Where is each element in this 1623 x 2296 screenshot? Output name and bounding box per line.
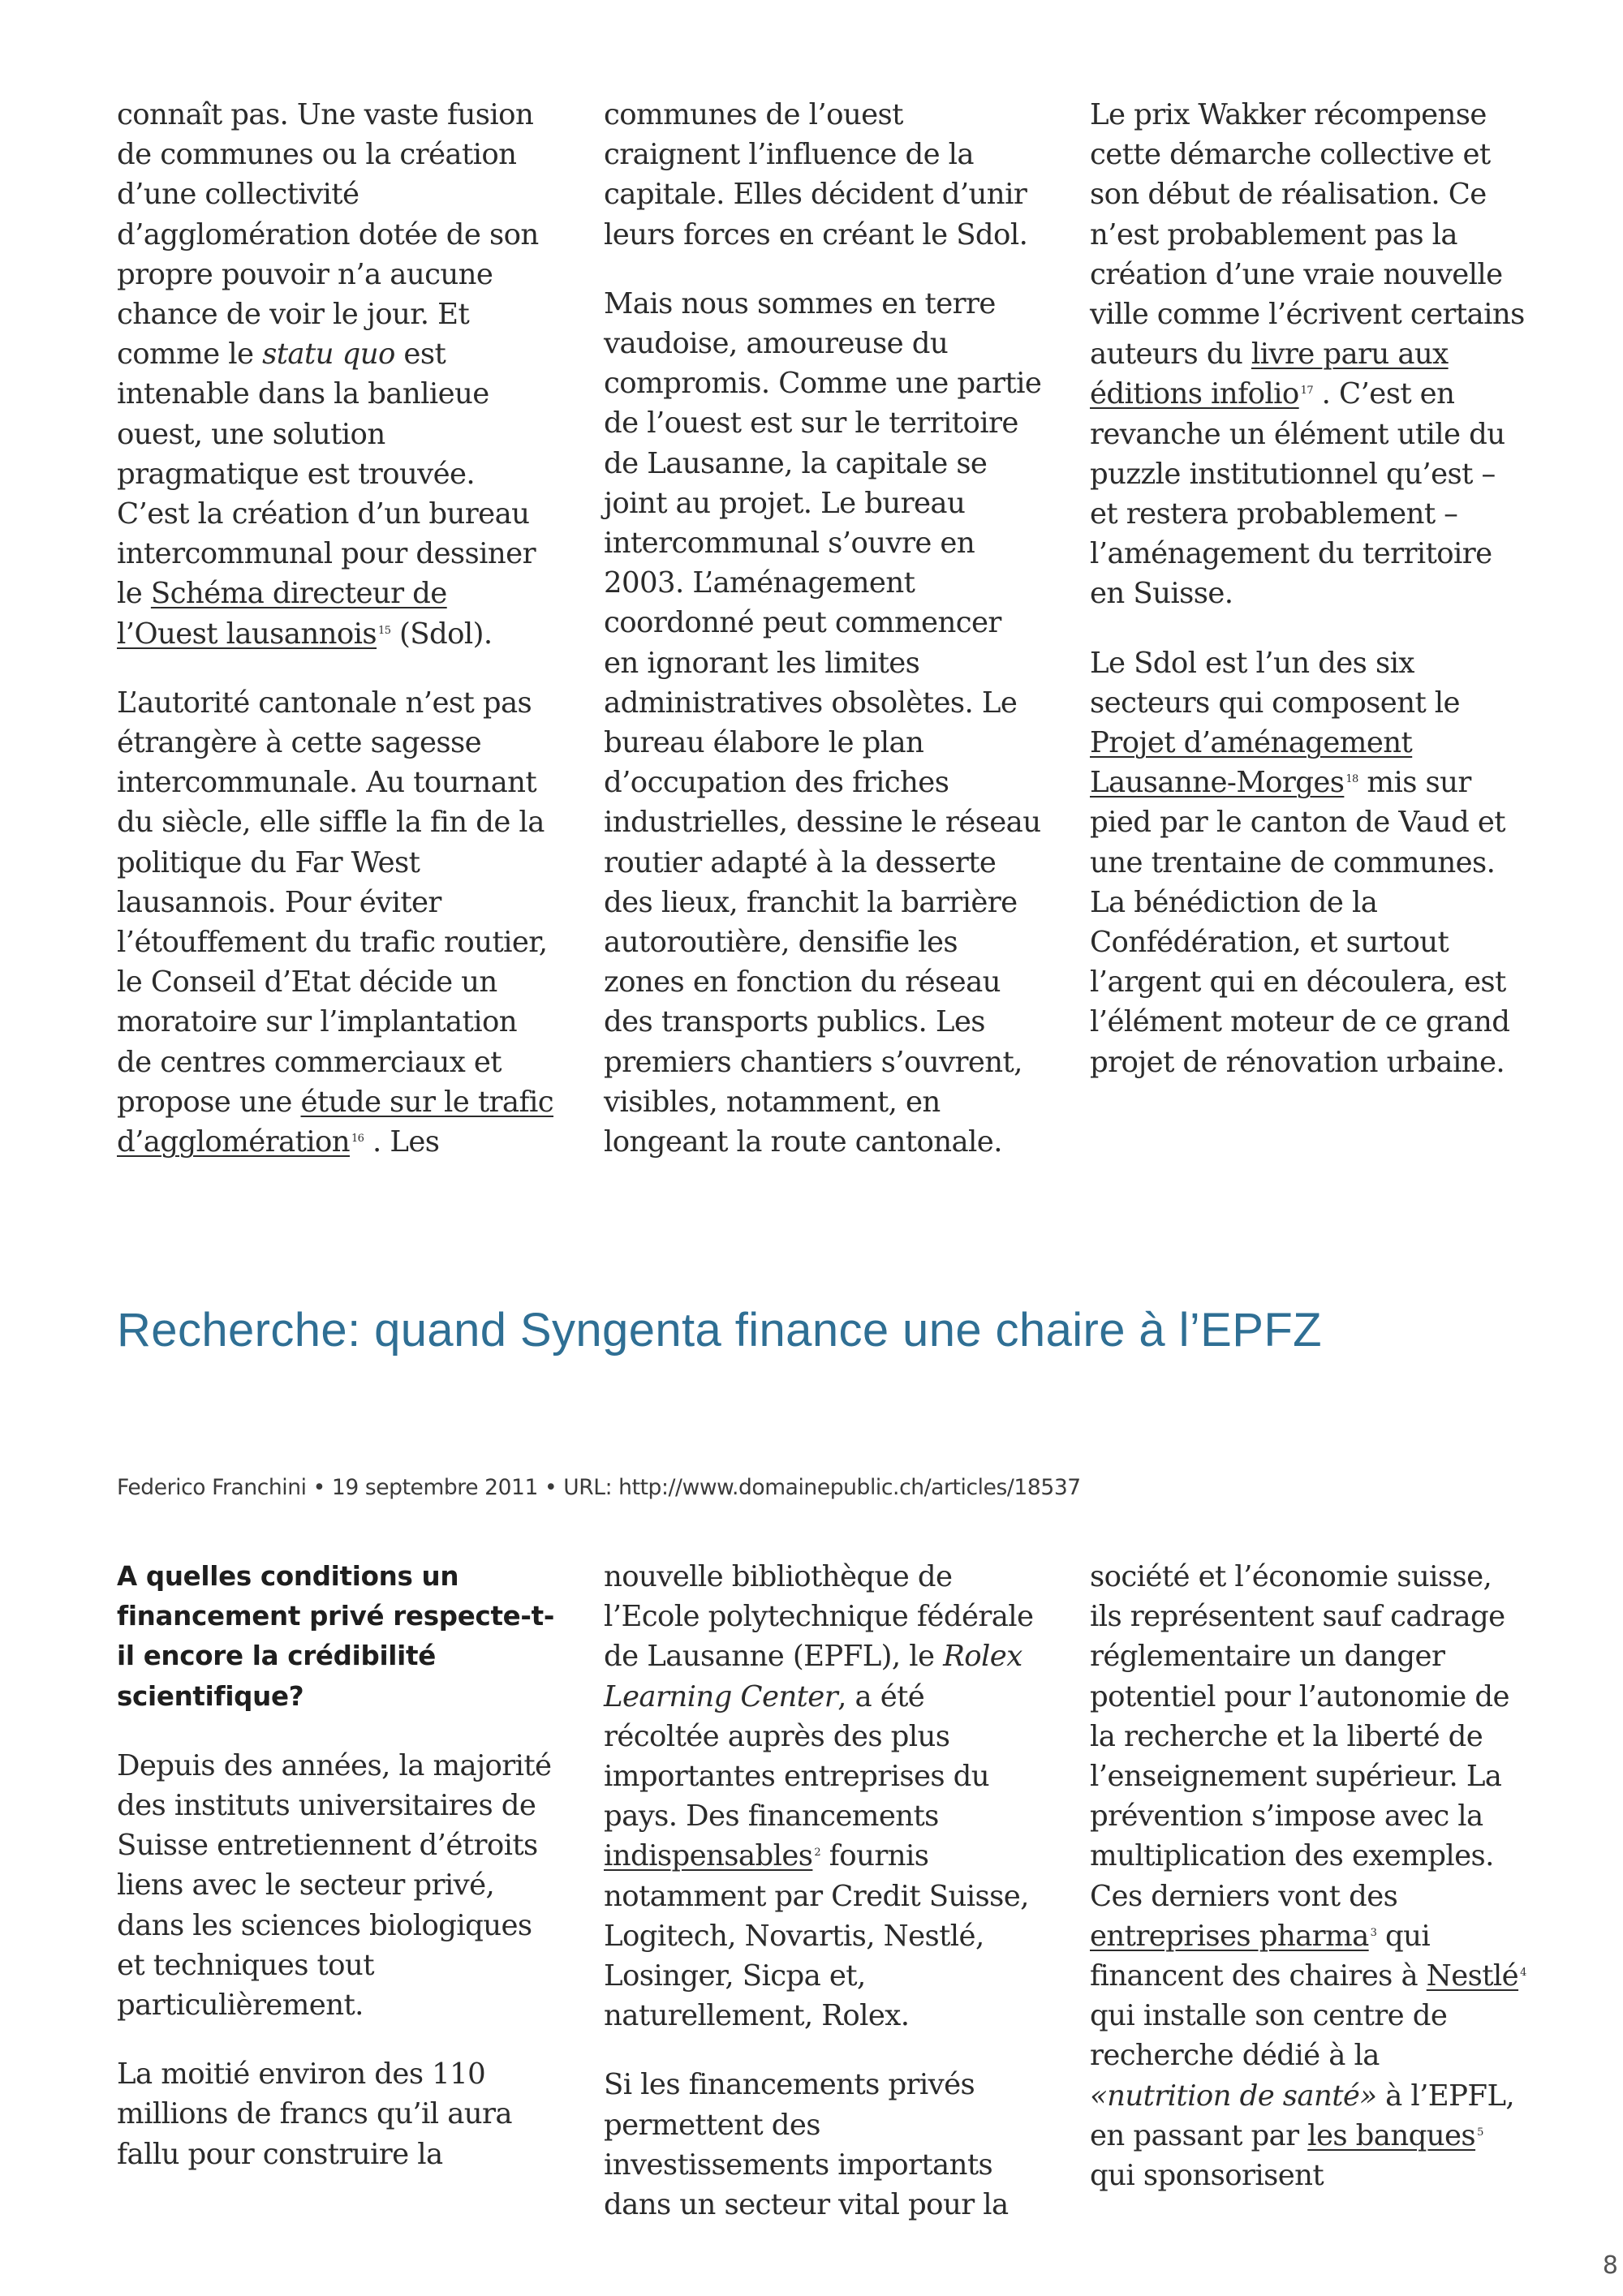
paragraph: L’autorité cantonale n’est pas étrangère à cette sagesse intercommunale. Au tournant du siècle, elle siffle la fin de la politique du Far West lausannois. Pour éviter l’étouffement du trafic routier, le Conseil d’Etat décide un moratoire sur l’implantation de centres commerciaux et propose une étude sur le trafic d’agglomération $^{16}$ . Les (117, 686, 554, 1159)
column-1 (117, 1557, 555, 2204)
link-entreprises-pharma[interactable]: entreprises pharma (1090, 1919, 1369, 1953)
paragraph: communes de l’ouest craignent l’influence de la capitale. Elles décident d’unir leurs forces en créant le Sdol. (604, 98, 1028, 252)
footnote-ref: 3 (1370, 1926, 1377, 1939)
column-3 (1090, 1557, 1528, 2225)
footnote-ref: 18 (1345, 773, 1358, 786)
paragraph: Depuis des années, la majorité des instituts universitaires de Suisse entretiennent d’étroits liens avec le secteur privé, dans les sciences biologiques et techniques tout particulièrement. (117, 1748, 552, 2023)
link-schema-directeur[interactable]: Schéma directeur de l’Ouest lausannois (117, 577, 447, 651)
link-livre-infolio[interactable]: livre paru aux éditions infolio (1090, 338, 1449, 411)
footnote-ref: 17 (1300, 385, 1313, 398)
article-title: Recherche: quand Syngenta finance une chaire à l’EPFZ (117, 1304, 1322, 1357)
footnote-ref: 15 (378, 624, 391, 637)
paragraph: connaît pas. Une vaste fusion de communes ou la création d’une collectivité d’agglomération dotée de son propre pouvoir n’a aucune chance de voir le jour. Et comme le statu quo est intenable dans la banlieue ouest, une solution pragmatique est trouvée. C’est la création d’un bureau intercommunal pour dessiner le Schéma directeur de l’Ouest lausannois $^{15}$ (Sdol). (117, 98, 539, 651)
link-projet-lausanne-morges[interactable]: Projet d’aménagement Lausanne-Morges (1090, 726, 1413, 800)
link-nestle[interactable]: Nestlé (1426, 1959, 1519, 1993)
link-etude-trafic[interactable]: étude sur le trafic d’agglomération (117, 1085, 554, 1159)
footnote-ref: 5 (1477, 2126, 1483, 2139)
paragraph: Le prix Wakker récompense cette démarche collective et son début de réalisation. Ce n’est probablement pas la création d’une vraie nouvelle ville comme l’écrivent certains auteurs du livre paru aux éditions infolio $^{17}$ . C’est en revanche un élément utile du puzzle institutionnel qu’est – et restera probablement – l’aménagement du territoire en Suisse. (1090, 98, 1525, 611)
footnote-ref: 2 (814, 1847, 821, 1860)
link-indispensables[interactable]: indispensables (604, 1839, 813, 1873)
page-number: 8 (1602, 2251, 1618, 2280)
paragraph: nouvelle bibliothèque de l’Ecole polytechnique fédérale de Lausanne (EPFL), le Rolex Learning Center, a été récoltée auprès des plus importantes entreprises du pays. Des financements indispensables $^2$ fournis notamment par Credit Suisse, Logitech, Novartis, Nestlé, Losinger, Sicpa et, naturellement, Rolex. (604, 1560, 1034, 2033)
paragraph: Si les financements privés permettent des investissements importants dans un secteur vital pour la (604, 2068, 1009, 2222)
paragraph: Le Sdol est l’un des six secteurs qui composent le Projet d’aménagement Lausanne-Morges $^{18}$ mis sur pied par le canton de Vaud et une trentaine de communes. La bénédiction de la Confédération, et surtout l’argent qui en découlera, est l’élément moteur de ce grand projet de rénovation urbaine. (1090, 646, 1510, 1079)
column-1 (117, 95, 555, 1191)
footnote-ref: 4 (1520, 1967, 1526, 1980)
column-3 (1090, 95, 1528, 1111)
column-2 (604, 95, 1042, 1191)
link-les-banques[interactable]: les banques (1307, 2118, 1476, 2152)
column-2 (604, 1557, 1042, 2254)
paragraph: société et l’économie suisse, ils représentent sauf cadrage réglementaire un danger potentiel pour l’autonomie de la recherche et la liberté de l’enseignement supérieur. La prévention s’impose avec la multiplication des exemples. Ces derniers vont des entreprises pharma $^3$ qui financent des chaires à Nestlé $^4$ qui installe son centre de recherche dédié à la «nutrition de santé» à l’EPFL, en passant par les banques $^5$ qui sponsorisent (1090, 1560, 1526, 2193)
paragraph: La moitié environ des 110 millions de francs qu’il aura fallu pour construire la (117, 2057, 512, 2171)
paragraph: Mais nous sommes en terre vaudoise, amoureuse du compromis. Comme une partie de l’ouest est sur le territoire de Lausanne, la capitale se joint au projet. Le bureau intercommunal s’ouvre en 2003. L’aménagement coordonné peut commencer en ignorant les limites administratives obsolètes. Le bureau élabore le plan d’occupation des friches industrielles, dessine le réseau routier adapté à la desserte des lieux, franchit la barrière autoroutière, densifie les zones en fonction du réseau des transports publics. Les premiers chantiers s’ouvrent, visibles, notamment, en longeant la route cantonale. (604, 286, 1042, 1159)
article-byline: Federico Franchini • 19 septembre 2011 • URL: http://www.domainepublic.ch/articles/18537 (117, 1475, 1081, 1500)
article-lede: A quelles conditions un financement privé respecte-t-il encore la crédibilité scientifique? (117, 1561, 555, 1712)
footnote-ref: 16 (351, 1133, 364, 1146)
